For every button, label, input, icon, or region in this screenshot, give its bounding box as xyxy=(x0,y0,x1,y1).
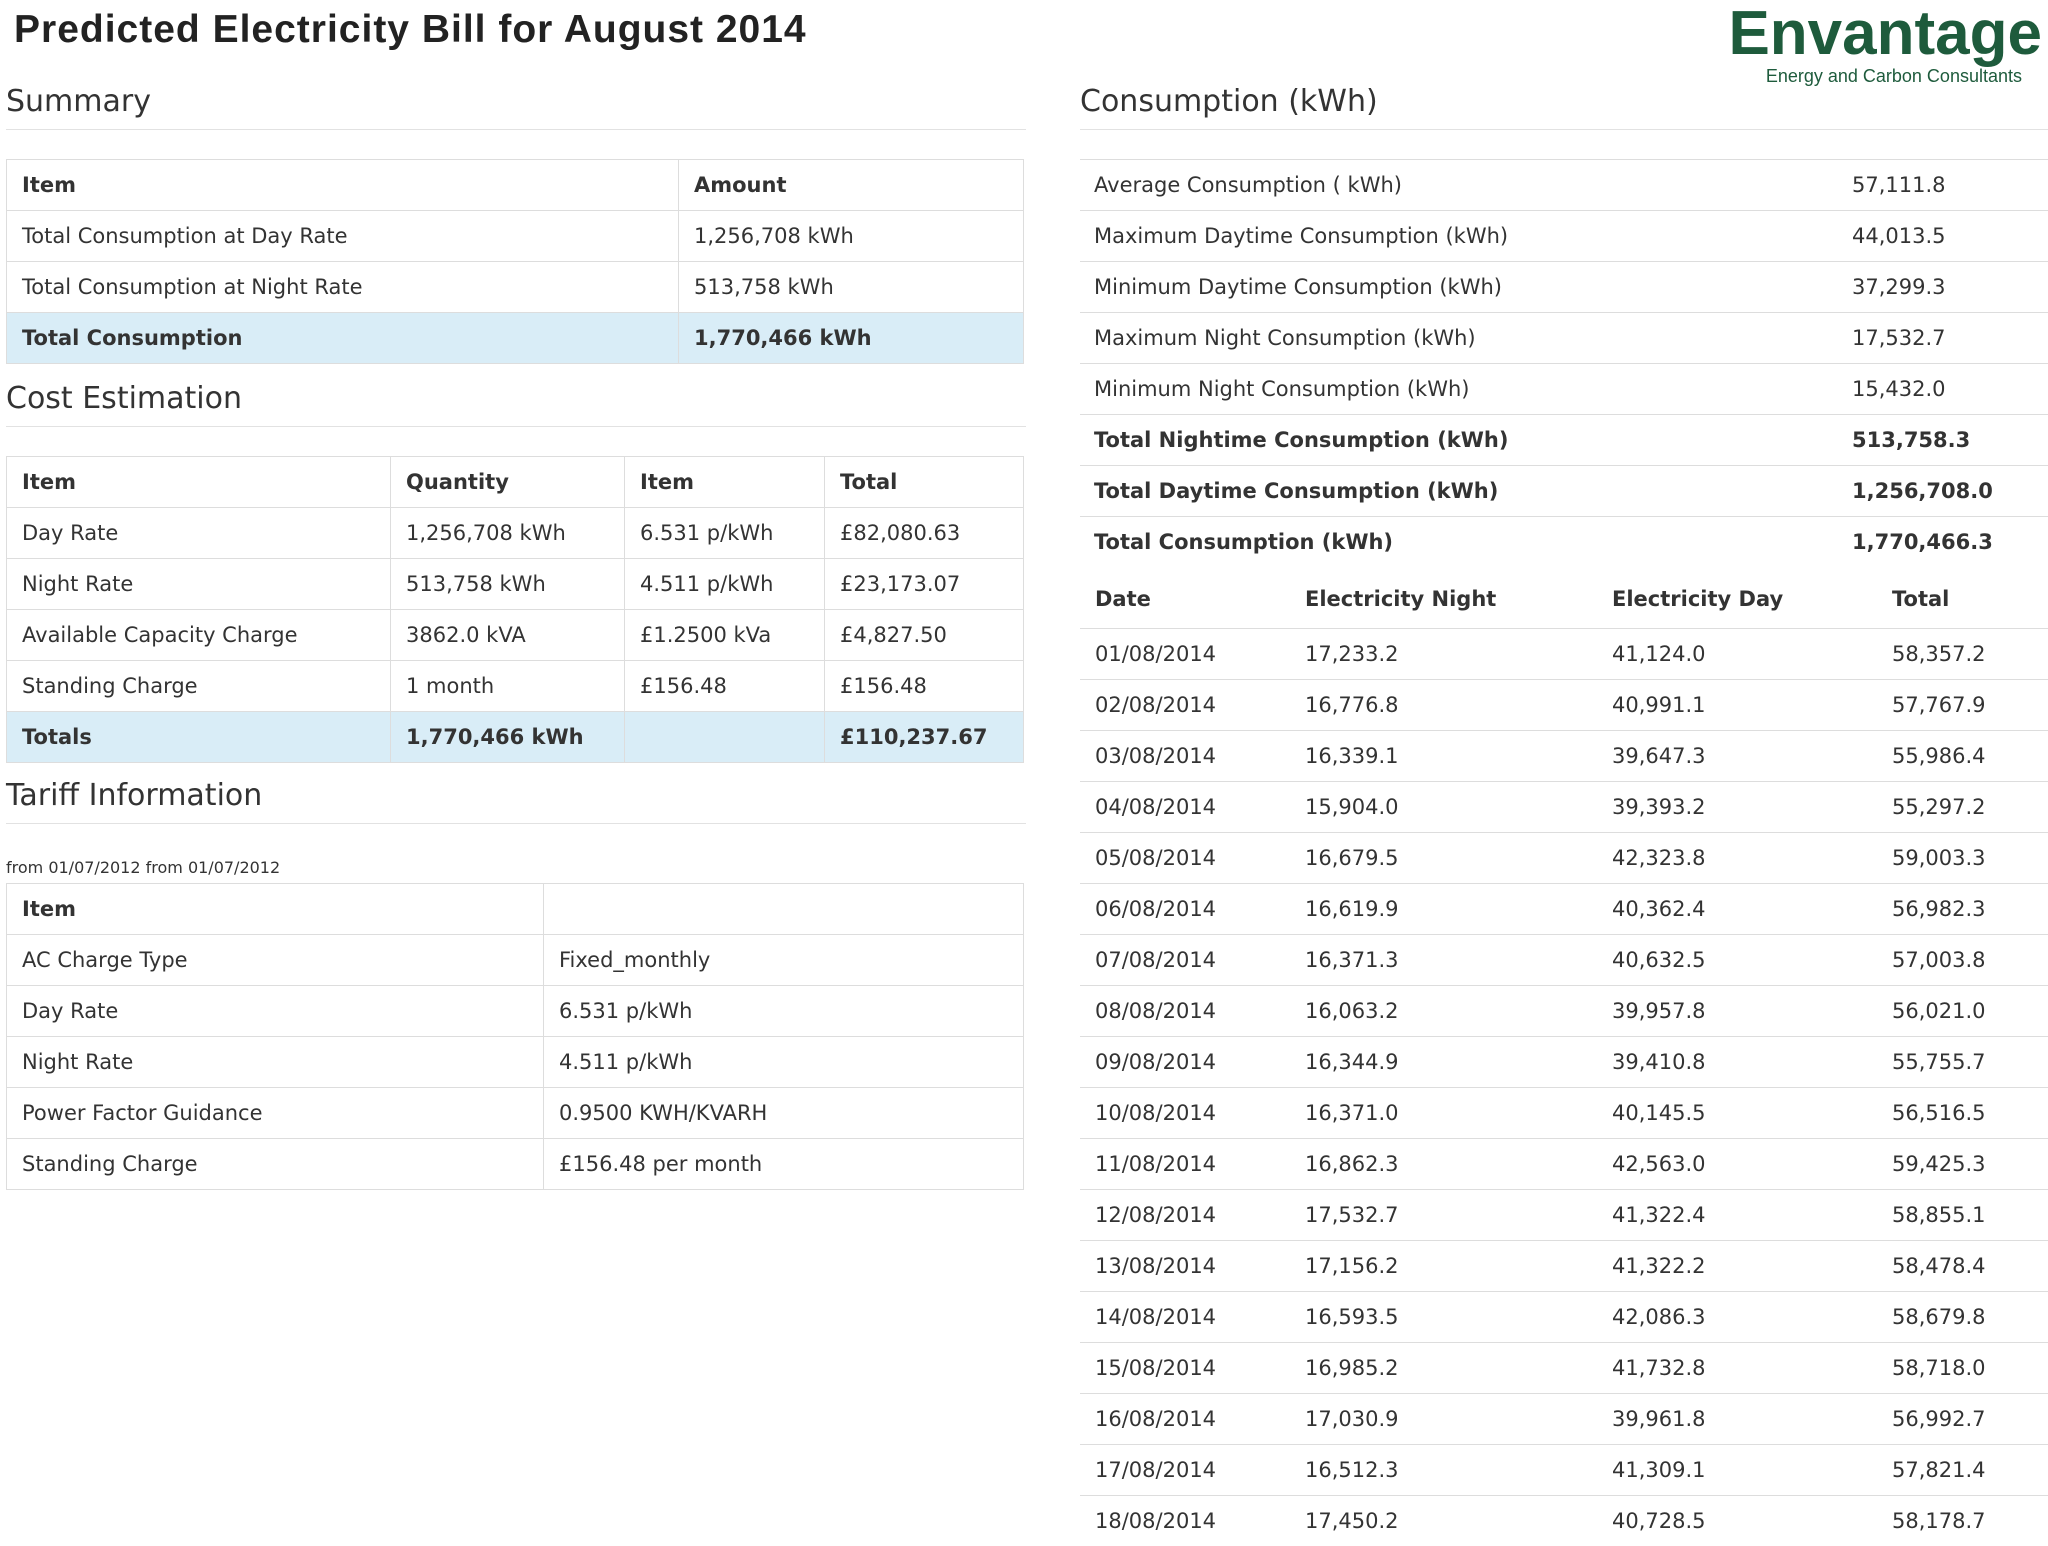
stat-value: 15,432.0 xyxy=(1838,364,2048,415)
table-cell: 39,647.3 xyxy=(1597,731,1877,782)
table-cell: 03/08/2014 xyxy=(1080,731,1290,782)
table-cell: 05/08/2014 xyxy=(1080,833,1290,884)
stat-value: 1,256,708.0 xyxy=(1838,466,2048,517)
table-cell: 16,619.9 xyxy=(1290,884,1597,935)
table-cell: 58,855.1 xyxy=(1877,1190,2048,1241)
table-cell: £23,173.07 xyxy=(825,559,1024,610)
column-header: Electricity Day xyxy=(1597,570,1877,629)
table-cell: Available Capacity Charge xyxy=(7,610,391,661)
table-cell: 41,309.1 xyxy=(1597,1445,1877,1496)
table-cell: 56,021.0 xyxy=(1877,986,2048,1037)
table-cell: 16,985.2 xyxy=(1290,1343,1597,1394)
table-cell: 3862.0 kVA xyxy=(391,610,625,661)
table-cell: £82,080.63 xyxy=(825,508,1024,559)
table-cell: 15/08/2014 xyxy=(1080,1343,1290,1394)
table-cell: 16/08/2014 xyxy=(1080,1394,1290,1445)
table-cell: Day Rate xyxy=(7,986,544,1037)
table-row xyxy=(1080,1394,2048,1445)
stat-value: 57,111.8 xyxy=(1838,160,2048,211)
table-cell: 4.511 p/kWh xyxy=(625,559,825,610)
table-cell: 08/08/2014 xyxy=(1080,986,1290,1037)
table-cell: 16,679.5 xyxy=(1290,833,1597,884)
table-row xyxy=(1080,986,2048,1037)
table-row xyxy=(7,661,1024,712)
table-cell: 42,323.8 xyxy=(1597,833,1877,884)
table-cell: 17,233.2 xyxy=(1290,629,1597,680)
table-cell: 58,357.2 xyxy=(1877,629,2048,680)
table-cell: 06/08/2014 xyxy=(1080,884,1290,935)
table-cell: 16,371.0 xyxy=(1290,1088,1597,1139)
tariff-table xyxy=(6,883,1024,1190)
logo-name: Envantage xyxy=(1728,0,2042,68)
table-cell: 0.9500 KWH/KVARH xyxy=(544,1088,1024,1139)
table-cell: 40,632.5 xyxy=(1597,935,1877,986)
column-header: Date xyxy=(1080,570,1290,629)
table-cell: Day Rate xyxy=(7,508,391,559)
table-cell: 58,718.0 xyxy=(1877,1343,2048,1394)
table-cell: 57,003.8 xyxy=(1877,935,2048,986)
stat-label: Total Nightime Consumption (kWh) xyxy=(1080,415,1838,466)
table-cell: 55,755.7 xyxy=(1877,1037,2048,1088)
table-cell: Standing Charge xyxy=(7,1139,544,1190)
table-row xyxy=(1080,680,2048,731)
cost-estimation-heading: Cost Estimation xyxy=(6,381,1026,427)
table-cell: 16,339.1 xyxy=(1290,731,1597,782)
tariff-date-note: from 01/07/2012 from 01/07/2012 xyxy=(6,858,280,877)
total-row xyxy=(1080,466,2048,517)
table-cell: 56,992.7 xyxy=(1877,1394,2048,1445)
stat-row xyxy=(1080,364,2048,415)
table-cell: £1.2500 kVa xyxy=(625,610,825,661)
page-title: Predicted Electricity Bill for August 2014 xyxy=(14,8,807,52)
table-cell: 41,322.2 xyxy=(1597,1241,1877,1292)
stat-row xyxy=(1080,211,2048,262)
column-header: Electricity Night xyxy=(1290,570,1597,629)
table-cell: 55,986.4 xyxy=(1877,731,2048,782)
table-cell: Standing Charge xyxy=(7,661,391,712)
table-cell: 17/08/2014 xyxy=(1080,1445,1290,1496)
table-cell: £156.48 xyxy=(825,661,1024,712)
table-cell: 55,297.2 xyxy=(1877,782,2048,833)
envantage-logo xyxy=(1728,0,2042,87)
stat-label: Total Consumption (kWh) xyxy=(1080,517,1838,568)
tariff-information-heading: Tariff Information xyxy=(6,778,1026,824)
table-cell: 16,776.8 xyxy=(1290,680,1597,731)
column-header: Item xyxy=(625,457,825,508)
table-cell: 39,393.2 xyxy=(1597,782,1877,833)
consumption-heading: Consumption (kWh) xyxy=(1080,84,2048,130)
total-row xyxy=(7,313,1024,364)
total-row xyxy=(7,712,1024,763)
table-cell: 01/08/2014 xyxy=(1080,629,1290,680)
table-cell: 16,512.3 xyxy=(1290,1445,1597,1496)
table-cell: 16,862.3 xyxy=(1290,1139,1597,1190)
table-row xyxy=(7,1088,1024,1139)
table-cell: 16,371.3 xyxy=(1290,935,1597,986)
consumption-stats-table xyxy=(1080,159,2048,567)
table-cell: 1,770,466 kWh xyxy=(391,712,625,763)
daily-consumption-table xyxy=(1080,570,2048,1546)
table-header-row xyxy=(7,884,1024,935)
table-row xyxy=(1080,1343,2048,1394)
table-cell: 39,410.8 xyxy=(1597,1037,1877,1088)
stat-value: 513,758.3 xyxy=(1838,415,2048,466)
stat-label: Maximum Daytime Consumption (kWh) xyxy=(1080,211,1838,262)
table-cell: 58,178.7 xyxy=(1877,1496,2048,1546)
stat-value: 37,299.3 xyxy=(1838,262,2048,313)
column-header: Total xyxy=(825,457,1024,508)
table-row xyxy=(1080,1496,2048,1546)
table-cell: 41,732.8 xyxy=(1597,1343,1877,1394)
table-cell: 42,563.0 xyxy=(1597,1139,1877,1190)
total-row xyxy=(1080,517,2048,568)
stat-label: Maximum Night Consumption (kWh) xyxy=(1080,313,1838,364)
table-cell: 12/08/2014 xyxy=(1080,1190,1290,1241)
table-row xyxy=(1080,1241,2048,1292)
table-row xyxy=(1080,629,2048,680)
summary-table xyxy=(6,159,1024,364)
table-cell: Night Rate xyxy=(7,559,391,610)
table-row xyxy=(1080,1445,2048,1496)
table-cell: 04/08/2014 xyxy=(1080,782,1290,833)
table-row xyxy=(1080,1037,2048,1088)
table-header-row xyxy=(1080,570,2048,629)
table-row xyxy=(1080,1190,2048,1241)
table-cell: AC Charge Type xyxy=(7,935,544,986)
table-cell: Total Consumption at Day Rate xyxy=(7,211,679,262)
table-cell: 11/08/2014 xyxy=(1080,1139,1290,1190)
table-cell: 58,478.4 xyxy=(1877,1241,2048,1292)
table-row xyxy=(1080,1139,2048,1190)
table-cell: 14/08/2014 xyxy=(1080,1292,1290,1343)
summary-heading: Summary xyxy=(6,84,1026,130)
table-cell: £110,237.67 xyxy=(825,712,1024,763)
table-row xyxy=(7,610,1024,661)
table-cell: 16,344.9 xyxy=(1290,1037,1597,1088)
table-row xyxy=(1080,1292,2048,1343)
table-cell: £156.48 per month xyxy=(544,1139,1024,1190)
table-row xyxy=(7,211,1024,262)
table-cell: 40,145.5 xyxy=(1597,1088,1877,1139)
stat-row xyxy=(1080,262,2048,313)
table-cell: 1 month xyxy=(391,661,625,712)
table-cell: 57,821.4 xyxy=(1877,1445,2048,1496)
column-header: Item xyxy=(7,160,679,211)
table-row xyxy=(1080,833,2048,884)
table-cell: Night Rate xyxy=(7,1037,544,1088)
table-cell: 41,124.0 xyxy=(1597,629,1877,680)
table-row xyxy=(7,559,1024,610)
table-cell: 1,256,708 kWh xyxy=(391,508,625,559)
table-cell: 39,957.8 xyxy=(1597,986,1877,1037)
stat-label: Minimum Daytime Consumption (kWh) xyxy=(1080,262,1838,313)
table-cell: 39,961.8 xyxy=(1597,1394,1877,1445)
table-cell: 02/08/2014 xyxy=(1080,680,1290,731)
table-cell xyxy=(625,712,825,763)
table-row xyxy=(7,986,1024,1037)
stat-label: Average Consumption ( kWh) xyxy=(1080,160,1838,211)
table-cell: 513,758 kWh xyxy=(679,262,1024,313)
column-header: Total xyxy=(1877,570,2048,629)
table-cell: 17,450.2 xyxy=(1290,1496,1597,1546)
table-row xyxy=(7,262,1024,313)
table-cell: 10/08/2014 xyxy=(1080,1088,1290,1139)
table-cell: 56,516.5 xyxy=(1877,1088,2048,1139)
table-cell: 16,063.2 xyxy=(1290,986,1597,1037)
table-cell: 17,156.2 xyxy=(1290,1241,1597,1292)
table-cell: 40,362.4 xyxy=(1597,884,1877,935)
table-cell: 09/08/2014 xyxy=(1080,1037,1290,1088)
stat-row xyxy=(1080,160,2048,211)
table-row xyxy=(7,1037,1024,1088)
column-header xyxy=(544,884,1024,935)
table-cell: £4,827.50 xyxy=(825,610,1024,661)
table-row xyxy=(7,1139,1024,1190)
table-row xyxy=(1080,935,2048,986)
table-cell: 41,322.4 xyxy=(1597,1190,1877,1241)
table-cell: 1,770,466 kWh xyxy=(679,313,1024,364)
table-cell: 16,593.5 xyxy=(1290,1292,1597,1343)
table-header-row xyxy=(7,160,1024,211)
column-header: Item xyxy=(7,884,544,935)
stat-row xyxy=(1080,313,2048,364)
table-cell: Totals xyxy=(7,712,391,763)
table-cell: 4.511 p/kWh xyxy=(544,1037,1024,1088)
table-cell: £156.48 xyxy=(625,661,825,712)
table-cell: 17,532.7 xyxy=(1290,1190,1597,1241)
table-row xyxy=(1080,884,2048,935)
column-header: Item xyxy=(7,457,391,508)
table-cell: 6.531 p/kWh xyxy=(625,508,825,559)
column-header: Amount xyxy=(679,160,1024,211)
table-cell: 1,256,708 kWh xyxy=(679,211,1024,262)
table-cell: Total Consumption xyxy=(7,313,679,364)
stat-label: Minimum Night Consumption (kWh) xyxy=(1080,364,1838,415)
table-cell: 513,758 kWh xyxy=(391,559,625,610)
table-cell: 58,679.8 xyxy=(1877,1292,2048,1343)
table-cell: 40,728.5 xyxy=(1597,1496,1877,1546)
table-row xyxy=(7,935,1024,986)
cost-estimation-table xyxy=(6,456,1024,763)
table-row xyxy=(1080,782,2048,833)
table-cell: 40,991.1 xyxy=(1597,680,1877,731)
total-row xyxy=(1080,415,2048,466)
table-cell: 56,982.3 xyxy=(1877,884,2048,935)
table-cell: 42,086.3 xyxy=(1597,1292,1877,1343)
table-cell: 59,003.3 xyxy=(1877,833,2048,884)
column-header: Quantity xyxy=(391,457,625,508)
table-cell: 6.531 p/kWh xyxy=(544,986,1024,1037)
table-cell: 15,904.0 xyxy=(1290,782,1597,833)
stat-value: 1,770,466.3 xyxy=(1838,517,2048,568)
table-cell: 13/08/2014 xyxy=(1080,1241,1290,1292)
table-cell: 18/08/2014 xyxy=(1080,1496,1290,1546)
table-row xyxy=(1080,1088,2048,1139)
table-cell: Total Consumption at Night Rate xyxy=(7,262,679,313)
logo-tagline: Energy and Carbon Consultants xyxy=(1728,66,2042,87)
table-cell: 07/08/2014 xyxy=(1080,935,1290,986)
table-cell: 17,030.9 xyxy=(1290,1394,1597,1445)
table-row xyxy=(7,508,1024,559)
table-cell: Power Factor Guidance xyxy=(7,1088,544,1139)
stat-label: Total Daytime Consumption (kWh) xyxy=(1080,466,1838,517)
table-cell: 59,425.3 xyxy=(1877,1139,2048,1190)
table-cell: Fixed_monthly xyxy=(544,935,1024,986)
table-header-row xyxy=(7,457,1024,508)
stat-value: 17,532.7 xyxy=(1838,313,2048,364)
table-row xyxy=(1080,731,2048,782)
stat-value: 44,013.5 xyxy=(1838,211,2048,262)
table-cell: 57,767.9 xyxy=(1877,680,2048,731)
